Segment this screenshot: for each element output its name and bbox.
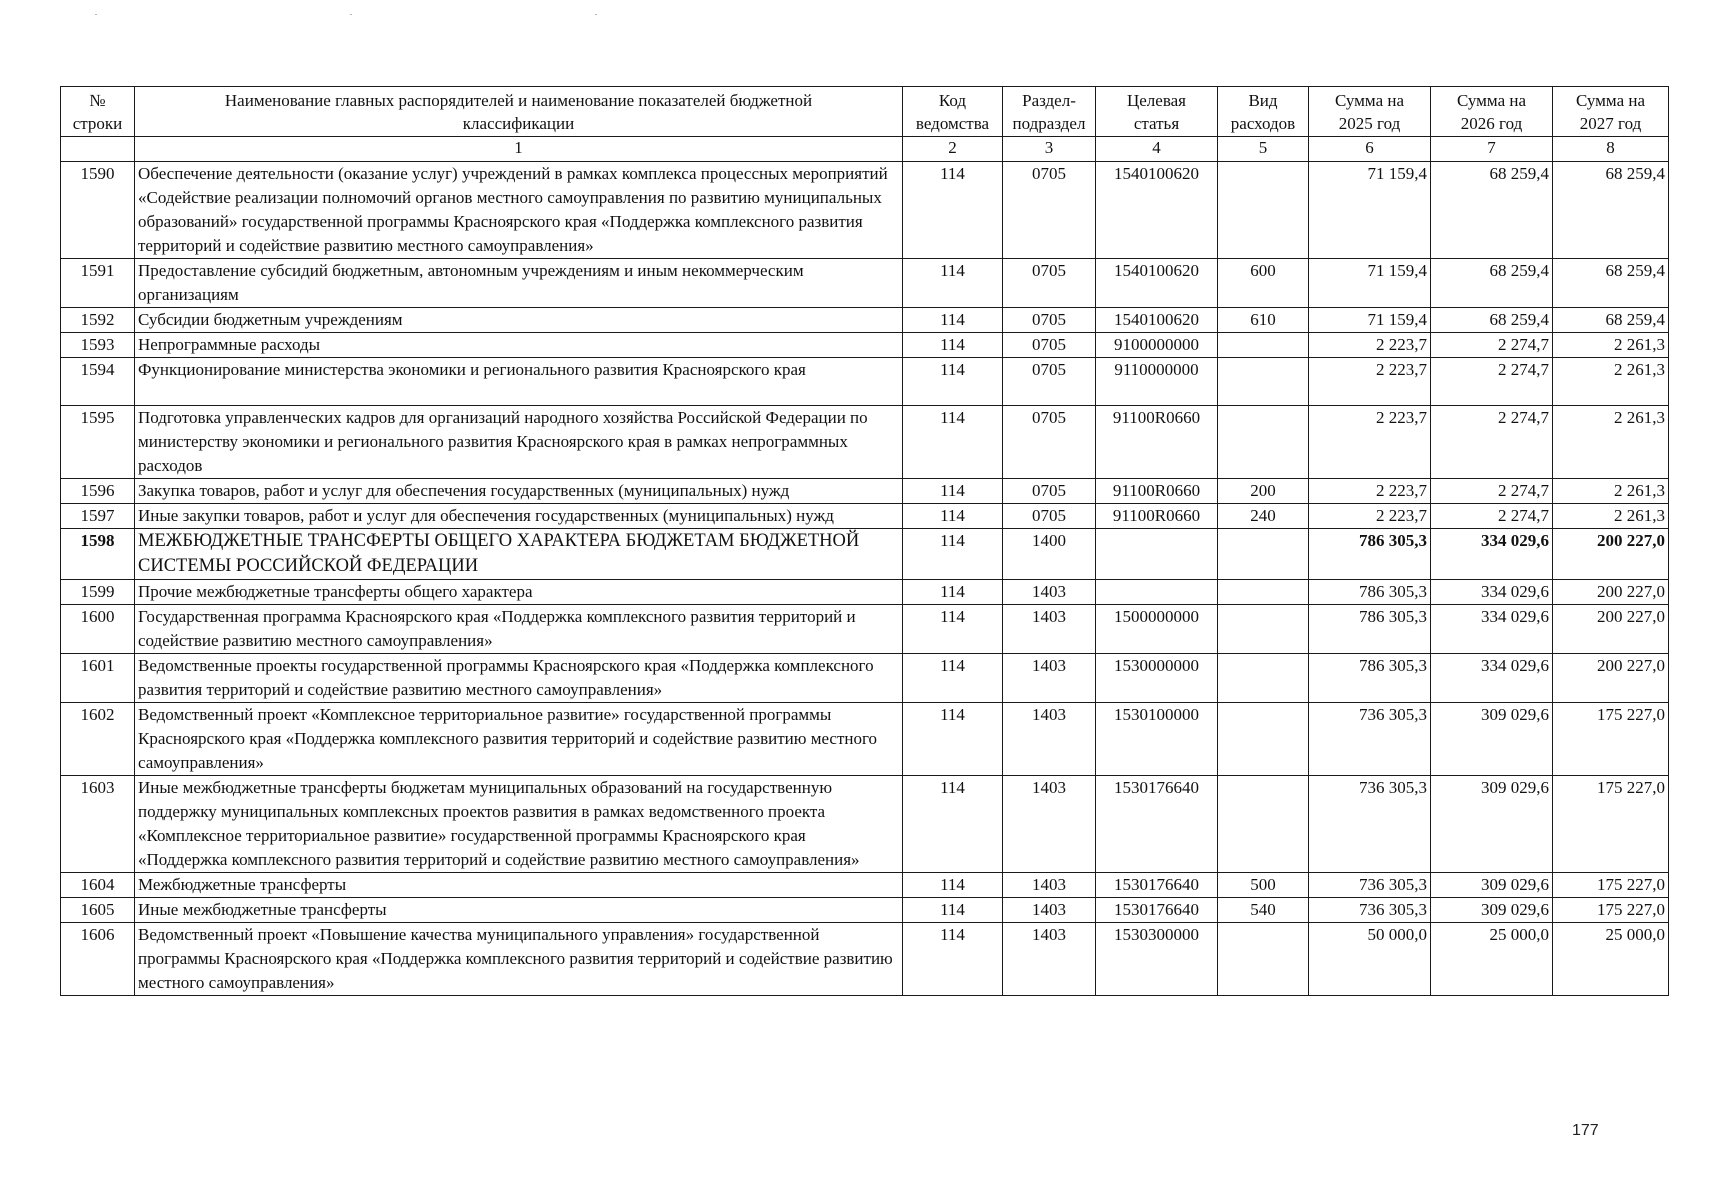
row-sum-2025: 2 223,7 bbox=[1309, 504, 1431, 529]
row-sum-2026: 68 259,4 bbox=[1431, 308, 1553, 333]
row-number: 1592 bbox=[61, 308, 135, 333]
table-row bbox=[61, 406, 1669, 479]
row-sum-2026: 334 029,6 bbox=[1431, 605, 1553, 654]
row-number: 1591 bbox=[61, 259, 135, 308]
row-sum-2026: 2 274,7 bbox=[1431, 504, 1553, 529]
row-sum-2025: 786 305,3 bbox=[1309, 605, 1431, 654]
table-row bbox=[61, 504, 1669, 529]
column-number: 8 bbox=[1553, 137, 1669, 162]
row-target-code: 9110000000 bbox=[1096, 358, 1218, 406]
table-row bbox=[61, 333, 1669, 358]
row-sum-2026: 334 029,6 bbox=[1431, 654, 1553, 703]
table-row bbox=[61, 703, 1669, 776]
row-name: Закупка товаров, работ и услуг для обеспечения государственных (муниципальных) нужд bbox=[135, 479, 903, 504]
column-number: 4 bbox=[1096, 137, 1218, 162]
row-sum-2026: 2 274,7 bbox=[1431, 333, 1553, 358]
row-name: Обеспечение деятельности (оказание услуг) учреждений в рамках комплекса процессных мероприятий «Содействие реализации полномочий органов местного самоуправления по развитию муниципальных образований» государственной программы Красноярского края «Поддержка комплексного развития территорий и содействие развитию местного самоуправления» bbox=[135, 162, 903, 259]
row-target-code: 91100R0660 bbox=[1096, 479, 1218, 504]
row-sum-2026: 309 029,6 bbox=[1431, 703, 1553, 776]
row-section-code: 0705 bbox=[1003, 259, 1096, 308]
row-dept-code: 114 bbox=[903, 308, 1003, 333]
budget-table bbox=[60, 86, 1669, 996]
row-sum-2025: 786 305,3 bbox=[1309, 529, 1431, 580]
row-sum-2027: 175 227,0 bbox=[1553, 776, 1669, 873]
row-dept-code: 114 bbox=[903, 406, 1003, 479]
row-sum-2025: 71 159,4 bbox=[1309, 259, 1431, 308]
row-sum-2027: 2 261,3 bbox=[1553, 406, 1669, 479]
row-sum-2026: 2 274,7 bbox=[1431, 358, 1553, 406]
row-kind-code bbox=[1218, 703, 1309, 776]
row-name: Иные межбюджетные трансферты bbox=[135, 898, 903, 923]
row-number: 1605 bbox=[61, 898, 135, 923]
row-dept-code: 114 bbox=[903, 580, 1003, 605]
table-row bbox=[61, 358, 1669, 406]
row-kind-code bbox=[1218, 654, 1309, 703]
table-row bbox=[61, 654, 1669, 703]
row-number: 1599 bbox=[61, 580, 135, 605]
row-sum-2026: 309 029,6 bbox=[1431, 873, 1553, 898]
row-sum-2027: 200 227,0 bbox=[1553, 529, 1669, 580]
row-section-code: 0705 bbox=[1003, 333, 1096, 358]
row-sum-2025: 786 305,3 bbox=[1309, 580, 1431, 605]
column-number: 1 bbox=[135, 137, 903, 162]
row-section-code: 0705 bbox=[1003, 308, 1096, 333]
row-sum-2025: 736 305,3 bbox=[1309, 873, 1431, 898]
row-dept-code: 114 bbox=[903, 703, 1003, 776]
row-kind-code bbox=[1218, 580, 1309, 605]
row-sum-2025: 2 223,7 bbox=[1309, 333, 1431, 358]
row-sum-2027: 25 000,0 bbox=[1553, 923, 1669, 996]
row-section-code: 1403 bbox=[1003, 923, 1096, 996]
row-dept-code: 114 bbox=[903, 873, 1003, 898]
header-name: Наименование главных распорядителей и наименование показателей бюджетной классификации bbox=[135, 87, 903, 137]
row-sum-2027: 200 227,0 bbox=[1553, 580, 1669, 605]
row-kind-code bbox=[1218, 605, 1309, 654]
column-number: 3 bbox=[1003, 137, 1096, 162]
row-target-code: 1540100620 bbox=[1096, 162, 1218, 259]
row-section-code: 1403 bbox=[1003, 605, 1096, 654]
row-kind-code: 500 bbox=[1218, 873, 1309, 898]
row-number: 1595 bbox=[61, 406, 135, 479]
row-section-code: 1403 bbox=[1003, 873, 1096, 898]
row-number: 1600 bbox=[61, 605, 135, 654]
row-dept-code: 114 bbox=[903, 259, 1003, 308]
row-sum-2027: 68 259,4 bbox=[1553, 308, 1669, 333]
header-kind: Вид расходов bbox=[1218, 87, 1309, 137]
row-dept-code: 114 bbox=[903, 333, 1003, 358]
row-sum-2027: 2 261,3 bbox=[1553, 504, 1669, 529]
row-target-code: 1530300000 bbox=[1096, 923, 1218, 996]
row-sum-2025: 736 305,3 bbox=[1309, 703, 1431, 776]
table-row bbox=[61, 873, 1669, 898]
row-name: Иные закупки товаров, работ и услуг для обеспечения государственных (муниципальных) нужд bbox=[135, 504, 903, 529]
row-kind-code bbox=[1218, 529, 1309, 580]
row-target-code: 1530100000 bbox=[1096, 703, 1218, 776]
row-sum-2027: 2 261,3 bbox=[1553, 479, 1669, 504]
row-section-code: 1403 bbox=[1003, 776, 1096, 873]
row-name: Субсидии бюджетным учреждениям bbox=[135, 308, 903, 333]
row-target-code: 91100R0660 bbox=[1096, 406, 1218, 479]
row-dept-code: 114 bbox=[903, 358, 1003, 406]
row-section-code: 0705 bbox=[1003, 406, 1096, 479]
header-sum-2027: Сумма на 2027 год bbox=[1553, 87, 1669, 137]
row-sum-2025: 2 223,7 bbox=[1309, 358, 1431, 406]
row-name: МЕЖБЮДЖЕТНЫЕ ТРАНСФЕРТЫ ОБЩЕГО ХАРАКТЕРА БЮДЖЕТАМ БЮДЖЕТНОЙ СИСТЕМЫ РОССИЙСКОЙ ФЕДЕРАЦИИ bbox=[135, 529, 903, 580]
row-name: Государственная программа Красноярского края «Поддержка комплексного развития территорий и содействие развитию местного самоуправления» bbox=[135, 605, 903, 654]
row-sum-2026: 25 000,0 bbox=[1431, 923, 1553, 996]
header-sum-2026: Сумма на 2026 год bbox=[1431, 87, 1553, 137]
table-row bbox=[61, 580, 1669, 605]
row-number: 1590 bbox=[61, 162, 135, 259]
row-sum-2025: 736 305,3 bbox=[1309, 776, 1431, 873]
column-number: 2 bbox=[903, 137, 1003, 162]
row-target-code: 1530000000 bbox=[1096, 654, 1218, 703]
row-dept-code: 114 bbox=[903, 654, 1003, 703]
row-dept-code: 114 bbox=[903, 504, 1003, 529]
row-sum-2027: 2 261,3 bbox=[1553, 358, 1669, 406]
header-target: Целевая статья bbox=[1096, 87, 1218, 137]
row-sum-2027: 200 227,0 bbox=[1553, 654, 1669, 703]
row-sum-2026: 2 274,7 bbox=[1431, 479, 1553, 504]
column-number-empty bbox=[61, 137, 135, 162]
row-section-code: 1403 bbox=[1003, 580, 1096, 605]
row-sum-2025: 50 000,0 bbox=[1309, 923, 1431, 996]
row-target-code bbox=[1096, 580, 1218, 605]
row-name: Ведомственный проект «Комплексное территориальное развитие» государственной программы Красноярского края «Поддержка комплексного развития территорий и содействие развитию местного самоуправления» bbox=[135, 703, 903, 776]
row-section-code: 0705 bbox=[1003, 162, 1096, 259]
row-dept-code: 114 bbox=[903, 923, 1003, 996]
row-name: Ведомственные проекты государственной программы Красноярского края «Поддержка комплексного развития территорий и содействие развитию местного самоуправления» bbox=[135, 654, 903, 703]
table-row bbox=[61, 162, 1669, 259]
row-dept-code: 114 bbox=[903, 529, 1003, 580]
row-sum-2027: 68 259,4 bbox=[1553, 259, 1669, 308]
row-section-code: 1403 bbox=[1003, 703, 1096, 776]
row-number: 1606 bbox=[61, 923, 135, 996]
row-target-code: 1530176640 bbox=[1096, 776, 1218, 873]
row-number: 1603 bbox=[61, 776, 135, 873]
column-number-row bbox=[61, 137, 1669, 162]
row-dept-code: 114 bbox=[903, 162, 1003, 259]
row-number: 1601 bbox=[61, 654, 135, 703]
table-row bbox=[61, 898, 1669, 923]
row-kind-code bbox=[1218, 776, 1309, 873]
row-dept-code: 114 bbox=[903, 776, 1003, 873]
row-sum-2027: 175 227,0 bbox=[1553, 898, 1669, 923]
row-target-code: 9100000000 bbox=[1096, 333, 1218, 358]
table-row bbox=[61, 605, 1669, 654]
row-sum-2027: 175 227,0 bbox=[1553, 873, 1669, 898]
row-sum-2026: 68 259,4 bbox=[1431, 162, 1553, 259]
row-sum-2026: 309 029,6 bbox=[1431, 898, 1553, 923]
row-kind-code: 240 bbox=[1218, 504, 1309, 529]
row-target-code: 91100R0660 bbox=[1096, 504, 1218, 529]
row-sum-2027: 68 259,4 bbox=[1553, 162, 1669, 259]
row-kind-code bbox=[1218, 333, 1309, 358]
row-dept-code: 114 bbox=[903, 605, 1003, 654]
row-target-code bbox=[1096, 529, 1218, 580]
row-target-code: 1530176640 bbox=[1096, 873, 1218, 898]
column-number: 5 bbox=[1218, 137, 1309, 162]
header-sum-2025: Сумма на 2025 год bbox=[1309, 87, 1431, 137]
row-name: Межбюджетные трансферты bbox=[135, 873, 903, 898]
row-target-code: 1540100620 bbox=[1096, 308, 1218, 333]
row-name: Функционирование министерства экономики и регионального развития Красноярского края bbox=[135, 358, 903, 406]
row-sum-2026: 2 274,7 bbox=[1431, 406, 1553, 479]
table-row bbox=[61, 776, 1669, 873]
table-row bbox=[61, 923, 1669, 996]
row-sum-2027: 200 227,0 bbox=[1553, 605, 1669, 654]
row-name: Прочие межбюджетные трансферты общего характера bbox=[135, 580, 903, 605]
row-sum-2025: 71 159,4 bbox=[1309, 162, 1431, 259]
row-kind-code: 200 bbox=[1218, 479, 1309, 504]
scan-artifact-marks bbox=[95, 14, 615, 16]
row-sum-2025: 736 305,3 bbox=[1309, 898, 1431, 923]
page-number: 177 bbox=[1572, 1122, 1599, 1139]
row-name: Иные межбюджетные трансферты бюджетам муниципальных образований на государственную поддержку муниципальных комплексных проектов развития в рамках ведомственного проекта «Комплексное территориальное развитие» государственной программы Красноярского края «Поддержка комплексного развития территорий и содействие развитию местного самоуправления» bbox=[135, 776, 903, 873]
row-name: Непрограммные расходы bbox=[135, 333, 903, 358]
row-kind-code bbox=[1218, 923, 1309, 996]
row-number: 1602 bbox=[61, 703, 135, 776]
row-target-code: 1530176640 bbox=[1096, 898, 1218, 923]
row-kind-code: 610 bbox=[1218, 308, 1309, 333]
row-dept-code: 114 bbox=[903, 898, 1003, 923]
row-kind-code: 540 bbox=[1218, 898, 1309, 923]
row-kind-code bbox=[1218, 358, 1309, 406]
row-section-code: 1400 bbox=[1003, 529, 1096, 580]
row-dept-code: 114 bbox=[903, 479, 1003, 504]
row-sum-2025: 71 159,4 bbox=[1309, 308, 1431, 333]
row-sum-2026: 334 029,6 bbox=[1431, 529, 1553, 580]
header-dept: Код ведомства bbox=[903, 87, 1003, 137]
table-body bbox=[61, 162, 1669, 996]
row-section-code: 0705 bbox=[1003, 358, 1096, 406]
row-name: Предоставление субсидий бюджетным, автономным учреждениям и иным некоммерческим организациям bbox=[135, 259, 903, 308]
row-kind-code bbox=[1218, 406, 1309, 479]
table-row bbox=[61, 308, 1669, 333]
row-section-code: 0705 bbox=[1003, 479, 1096, 504]
row-sum-2027: 175 227,0 bbox=[1553, 703, 1669, 776]
row-number: 1593 bbox=[61, 333, 135, 358]
row-number: 1604 bbox=[61, 873, 135, 898]
row-sum-2026: 309 029,6 bbox=[1431, 776, 1553, 873]
row-sum-2026: 334 029,6 bbox=[1431, 580, 1553, 605]
row-section-code: 0705 bbox=[1003, 504, 1096, 529]
row-sum-2025: 786 305,3 bbox=[1309, 654, 1431, 703]
row-section-code: 1403 bbox=[1003, 654, 1096, 703]
column-number: 7 bbox=[1431, 137, 1553, 162]
row-number: 1598 bbox=[61, 529, 135, 580]
row-number: 1594 bbox=[61, 358, 135, 406]
row-kind-code bbox=[1218, 162, 1309, 259]
table-row bbox=[61, 259, 1669, 308]
row-sum-2025: 2 223,7 bbox=[1309, 406, 1431, 479]
table-row bbox=[61, 529, 1669, 580]
row-sum-2026: 68 259,4 bbox=[1431, 259, 1553, 308]
table-header bbox=[61, 87, 1669, 162]
row-section-code: 1403 bbox=[1003, 898, 1096, 923]
header-num: № строки bbox=[61, 87, 135, 137]
row-name: Ведомственный проект «Повышение качества муниципального управления» государственной программы Красноярского края «Поддержка комплексного развития территорий и содействие развитию местного самоуправления» bbox=[135, 923, 903, 996]
column-number: 6 bbox=[1309, 137, 1431, 162]
row-sum-2025: 2 223,7 bbox=[1309, 479, 1431, 504]
row-sum-2027: 2 261,3 bbox=[1553, 333, 1669, 358]
row-number: 1596 bbox=[61, 479, 135, 504]
row-target-code: 1500000000 bbox=[1096, 605, 1218, 654]
row-number: 1597 bbox=[61, 504, 135, 529]
row-name: Подготовка управленческих кадров для организаций народного хозяйства Российской Федерации по министерству экономики и регионального развития Красноярского края в рамках непрограммных расходов bbox=[135, 406, 903, 479]
row-target-code: 1540100620 bbox=[1096, 259, 1218, 308]
row-kind-code: 600 bbox=[1218, 259, 1309, 308]
table-row bbox=[61, 479, 1669, 504]
header-section: Раздел-подраздел bbox=[1003, 87, 1096, 137]
